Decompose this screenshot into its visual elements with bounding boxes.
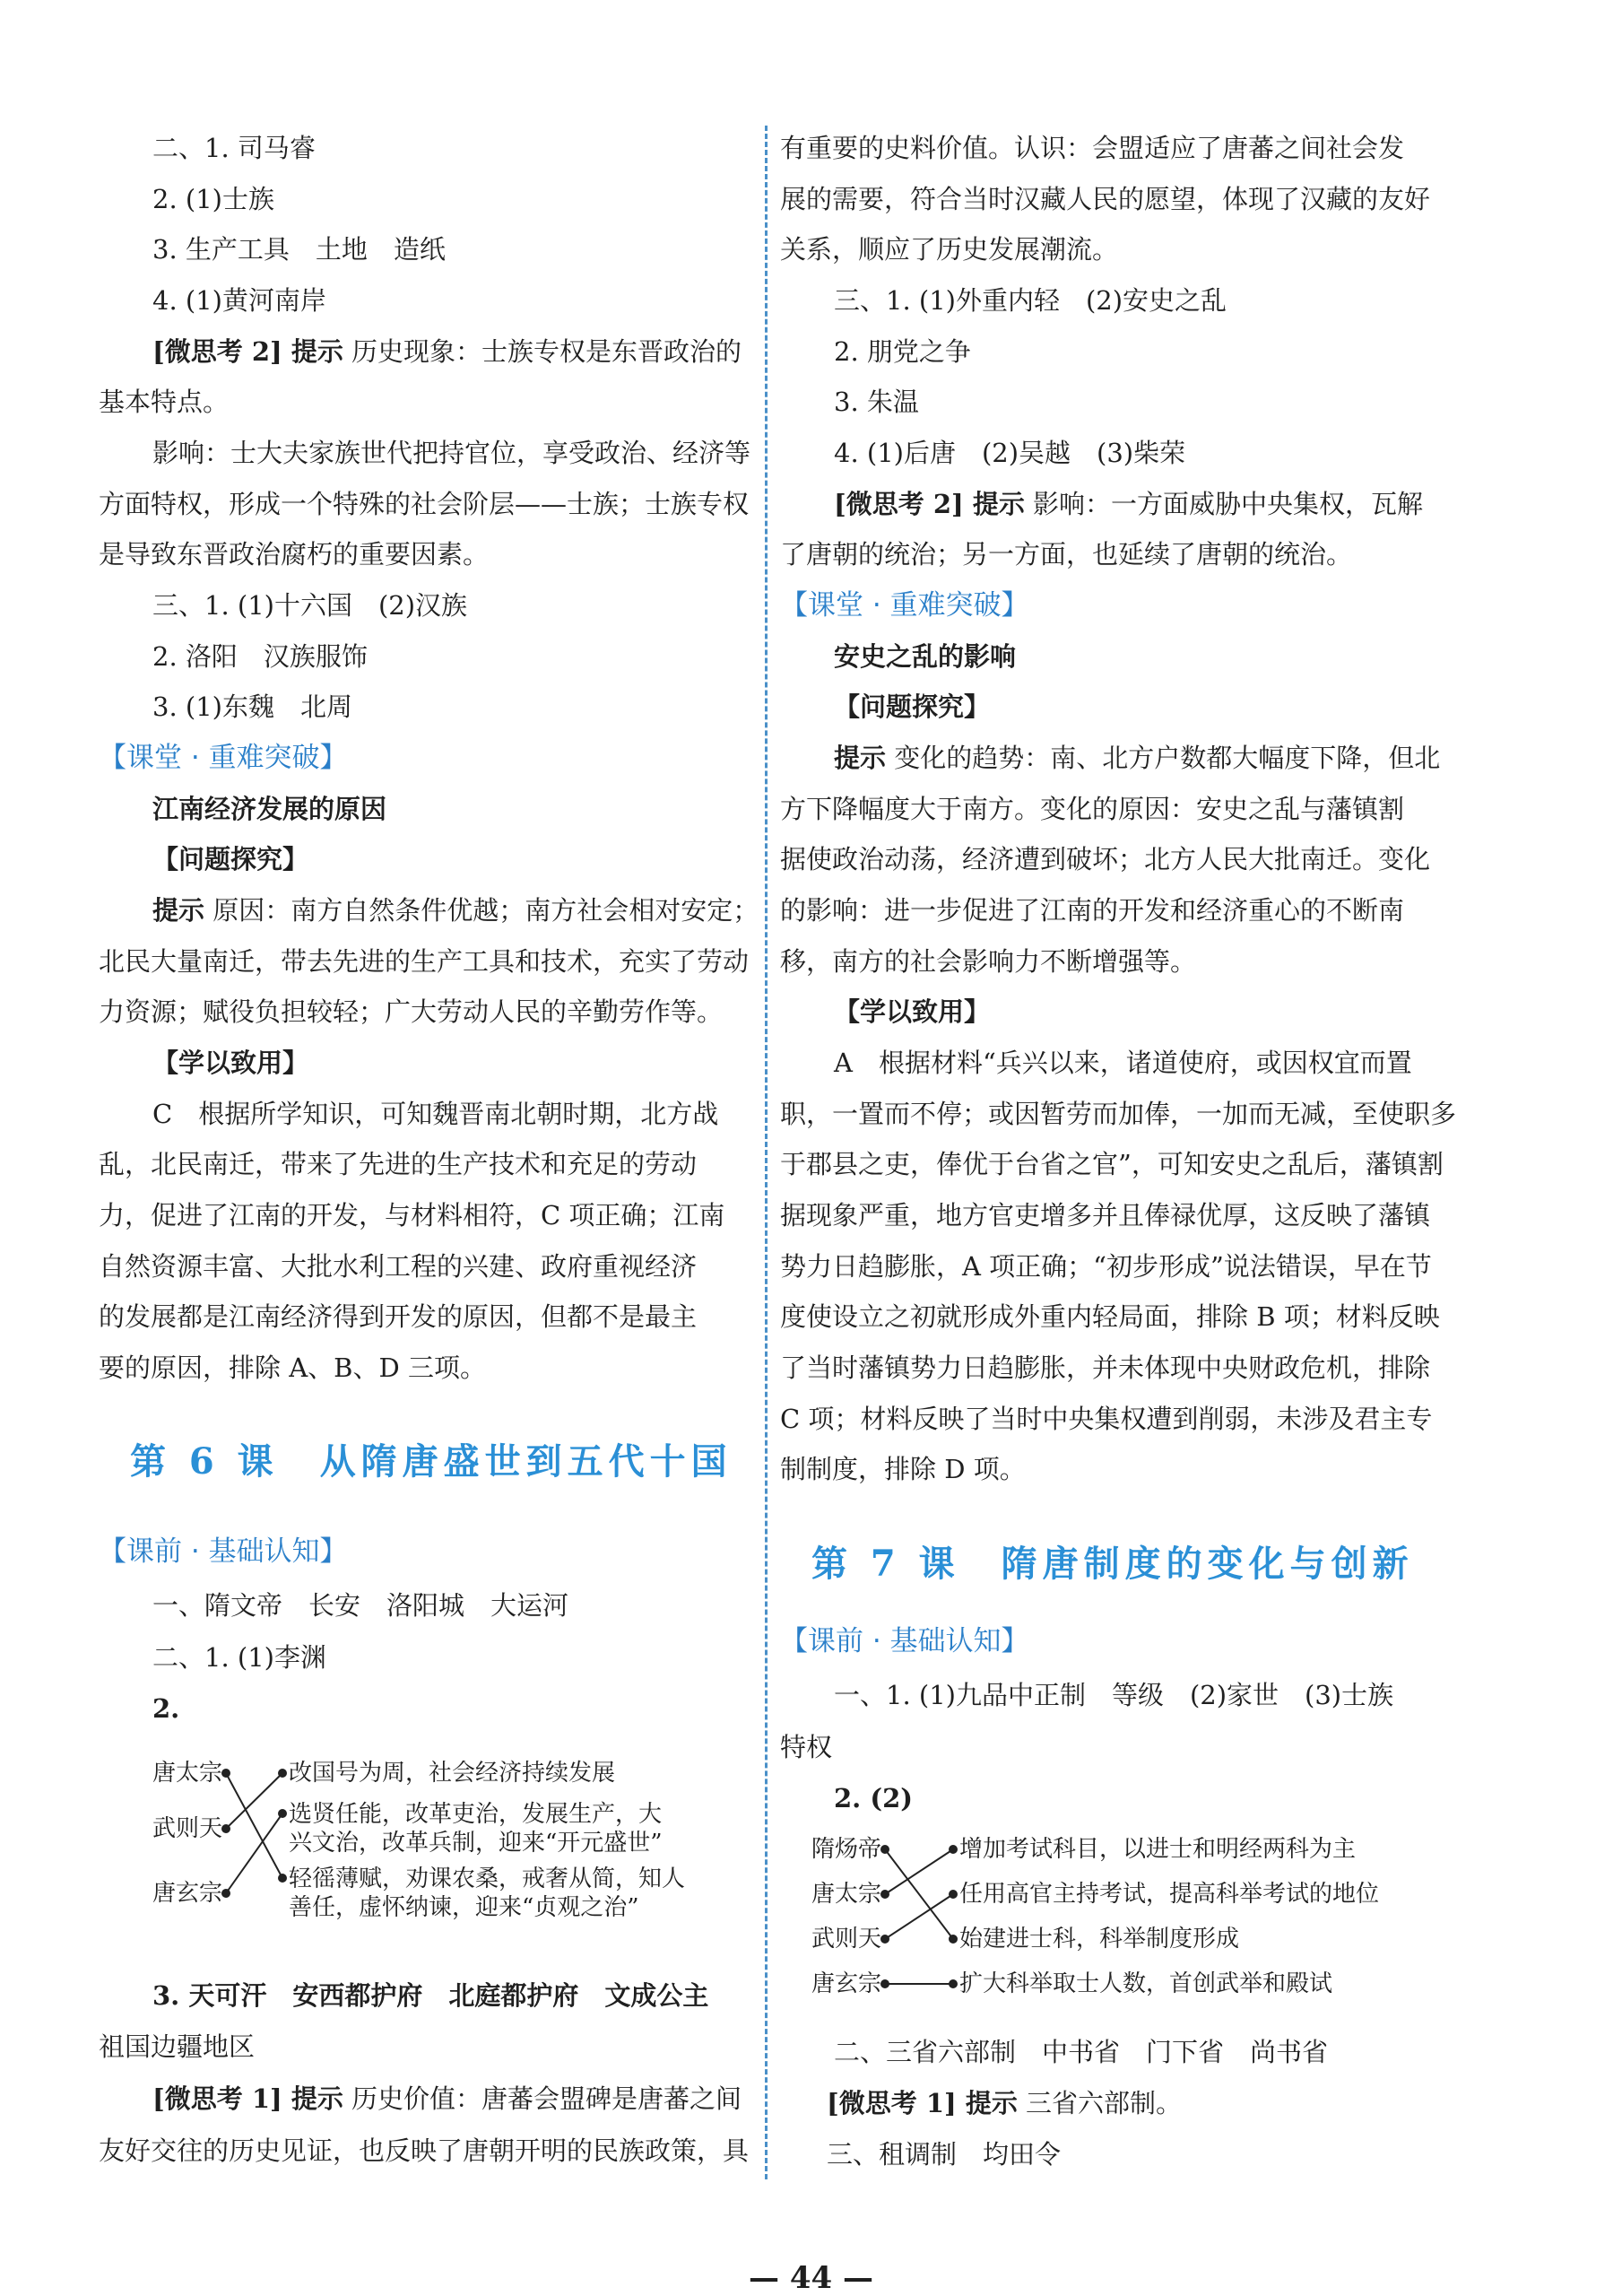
section-heading: 【课前 · 基础认知】 [99, 1535, 348, 1568]
match-left-item: 唐玄宗 [152, 1880, 223, 1907]
section-heading: 【课堂 · 重难突破】 [99, 742, 348, 774]
text-line: 关系，顺应了历史发展潮流。 [780, 234, 1119, 265]
topic-title: 安史之乱的影响 [834, 641, 1017, 672]
text-line: 乱，北民南迁，带来了先进的生产技术和充足的劳动 [99, 1149, 698, 1179]
answer-line: 二、1. (1)李渊 [152, 1642, 326, 1673]
text-line: 于郡县之吏，俸优于台省之官”，可知安史之乱后，藩镇割 [780, 1149, 1444, 1179]
hint-line [99, 892, 759, 928]
text-line: 自然资源丰富、大批水利工程的兴建、政府重视经济 [99, 1251, 698, 1282]
inquiry-heading: 【问题探究】 [834, 691, 991, 722]
match-right-item: 善任，虚怀纳谏，迎来“贞观之治” [289, 1894, 639, 1921]
think-note [99, 334, 742, 370]
text-line: C 项；材料反映了当时中央集权遭到削弱，未涉及君主专 [780, 1404, 1433, 1434]
match-left-item: 唐太宗 [811, 1881, 882, 1908]
answer-line: 3. (1)东魏 北周 [152, 691, 352, 722]
match-left-item: 武则天 [811, 1926, 882, 1952]
text-line: 力资源；赋役负担较轻；广大劳动人民的辛勤劳作等。 [99, 996, 724, 1027]
page-number: — 44 — [749, 2260, 873, 2296]
think-tag: [微思考 2] 提示 [834, 489, 1025, 519]
text-line: 的影响：进一步促进了江南的开发和经济重心的不断南 [780, 895, 1405, 926]
think-text: 历史价值：唐蕃会盟碑是唐蕃之间 [343, 2083, 742, 2114]
think-tag: [微思考 1] 提示 [827, 2088, 1018, 2118]
match-right-item: 改国号为周，社会经济持续发展 [289, 1760, 616, 1787]
hint-line [780, 740, 1440, 776]
text-line: 是导致东晋政治腐朽的重要因素。 [99, 539, 490, 570]
answer-line: 二、三省六部制 中书省 门下省 尚书省 [834, 2037, 1329, 2067]
hint-text: 原因：南方自然条件优越；南方社会相对安定； [204, 895, 759, 926]
answer-line: 3. 朱温 [834, 387, 919, 417]
column-divider [765, 126, 768, 2179]
apply-heading: 【学以致用】 [152, 1048, 309, 1078]
answer-line: 4. (1)黄河南岸 [152, 285, 326, 316]
text-line: 了唐朝的统治；另一方面，也延续了唐朝的统治。 [780, 539, 1353, 570]
apply-heading: 【学以致用】 [834, 996, 991, 1027]
text-line: 影响：士大夫家族世代把持官位，享受政治、经济等 [152, 438, 751, 468]
think-note [780, 486, 1423, 522]
section-heading: 【课堂 · 重难突破】 [780, 589, 1029, 622]
text-line: 要的原因，排除 A、B、D 三项。 [99, 1352, 486, 1383]
text-line: 职，一置而不停；或因暂劳而加俸，一加而无减，至使职多 [780, 1099, 1457, 1129]
hint-tag: 提示 [152, 895, 205, 926]
answer-line: 2. 洛阳 汉族服饰 [152, 641, 368, 672]
text-line: 了当时藩镇势力日趋膨胀，并未体现中央财政危机，排除 [780, 1352, 1431, 1383]
think-note [780, 2085, 1182, 2121]
match-right-item: 轻徭薄赋，劝课农桑，戒奢从简，知人 [289, 1866, 686, 1892]
match-right-item: 选贤任能，改革吏治，发展生产，大 [289, 1801, 663, 1828]
text-line: 据使政治动荡，经济遭到破坏；北方人民大批南迁。变化 [780, 844, 1431, 874]
think-tag: [微思考 2] 提示 [152, 336, 343, 367]
match-left-item: 武则天 [152, 1815, 223, 1842]
answer-line: 2. (1)士族 [152, 184, 274, 214]
answer-line: 3. 天可汗 安西都护府 北庭都护府 文成公主 [152, 1980, 709, 2011]
text-line: A 根据材料“兵兴以来，诸道使府，或因权宜而置 [834, 1048, 1412, 1078]
match-right-item: 始建进士科，科举制度形成 [959, 1926, 1240, 1952]
topic-title: 江南经济发展的原因 [152, 794, 387, 824]
answer-line: 2. (2) [834, 1783, 913, 1813]
text-line: 祖国边疆地区 [99, 2031, 256, 2062]
match-left-item: 唐玄宗 [811, 1970, 882, 1997]
think-text: 影响：一方面威胁中央集权，瓦解 [1024, 489, 1424, 519]
match-right-item: 任用高官主持考试，提高科举考试的地位 [959, 1881, 1380, 1908]
think-text: 历史现象：士族专权是东晋政治的 [343, 336, 742, 367]
text-line: 的发展都是江南经济得到开发的原因，但都不是最主 [99, 1301, 698, 1332]
answer-line: 2. 朋党之争 [834, 336, 971, 367]
answer-line: 2. [152, 1693, 180, 1724]
match-lines [811, 1834, 1430, 2005]
think-tag: [微思考 1] 提示 [152, 2083, 343, 2114]
text-line: 方下降幅度大于南方。变化的原因：安史之乱与藩镇割 [780, 794, 1405, 824]
answer-line: 二、1. 司马睿 [152, 133, 316, 163]
answer-line: 三、1. (1)外重内轻 (2)安史之乱 [834, 285, 1227, 316]
text-line: 势力日趋膨胀，A 项正确；“初步形成”说法错误，早在节 [780, 1251, 1432, 1282]
text-line: 友好交往的历史见证，也反映了唐朝开明的民族政策，具 [99, 2135, 750, 2166]
match-right-item: 增加考试科目，以进士和明经两科为主 [959, 1836, 1357, 1863]
text-line: 力，促进了江南的开发，与材料相符，C 项正确；江南 [99, 1200, 725, 1231]
text-line: 度使设立之初就形成外重内轻局面，排除 B 项；材料反映 [780, 1301, 1440, 1332]
text-line: 方面特权，形成一个特殊的社会阶层——士族；士族专权 [99, 489, 750, 519]
text-line: 有重要的史料价值。认识：会盟适应了唐蕃之间社会发 [780, 133, 1405, 163]
text-line: 移，南方的社会影响力不断增强等。 [780, 946, 1197, 977]
answer-line: 三、租调制 均田令 [827, 2139, 1062, 2170]
text-line: 基本特点。 [99, 387, 230, 417]
text-line: 北民大量南迁，带去先进的生产工具和技术，充实了劳动 [99, 946, 750, 977]
match-right-item: 扩大科举取士人数，首创武举和殿试 [959, 1970, 1333, 1997]
think-note [99, 2081, 742, 2117]
matching-diagram [811, 1834, 1430, 2005]
text-line: 据现象严重，地方官吏增多并且俸禄优厚，这反映了藩镇 [780, 1200, 1431, 1231]
text-line: C 根据所学知识，可知魏晋南北朝时期，北方战 [152, 1099, 719, 1129]
match-left-item: 唐太宗 [152, 1760, 223, 1787]
match-left-item: 隋炀帝 [811, 1836, 882, 1863]
matching-diagram [152, 1758, 744, 1928]
lesson-title: 第 7 课 隋唐制度的变化与创新 [811, 1543, 1414, 1585]
inquiry-heading: 【问题探究】 [152, 844, 309, 874]
hint-tag: 提示 [834, 743, 887, 773]
think-text: 三省六部制。 [1017, 2088, 1183, 2118]
match-lines [152, 1758, 744, 1928]
answer-line: 一、1. (1)九品中正制 等级 (2)家世 (3)士族 [834, 1680, 1394, 1710]
text-line: 展的需要，符合当时汉藏人民的愿望，体现了汉藏的友好 [780, 184, 1431, 214]
lesson-title: 第 6 课 从隋唐盛世到五代十国 [130, 1440, 733, 1483]
match-right-item: 兴文治，改革兵制，迎来“开元盛世” [289, 1830, 663, 1857]
answer-line: 一、隋文帝 长安 洛阳城 大运河 [152, 1590, 569, 1621]
hint-text: 变化的趋势：南、北方户数都大幅度下降，但北 [886, 743, 1441, 773]
text-line: 特权 [780, 1732, 833, 1762]
text-line: 制制度，排除 D 项。 [780, 1454, 1026, 1484]
section-heading: 【课前 · 基础认知】 [780, 1625, 1029, 1657]
answer-line: 4. (1)后唐 (2)吴越 (3)柴荣 [834, 438, 1186, 468]
answer-line: 三、1. (1)十六国 (2)汉族 [152, 590, 468, 621]
answer-line: 3. 生产工具 土地 造纸 [152, 234, 446, 265]
